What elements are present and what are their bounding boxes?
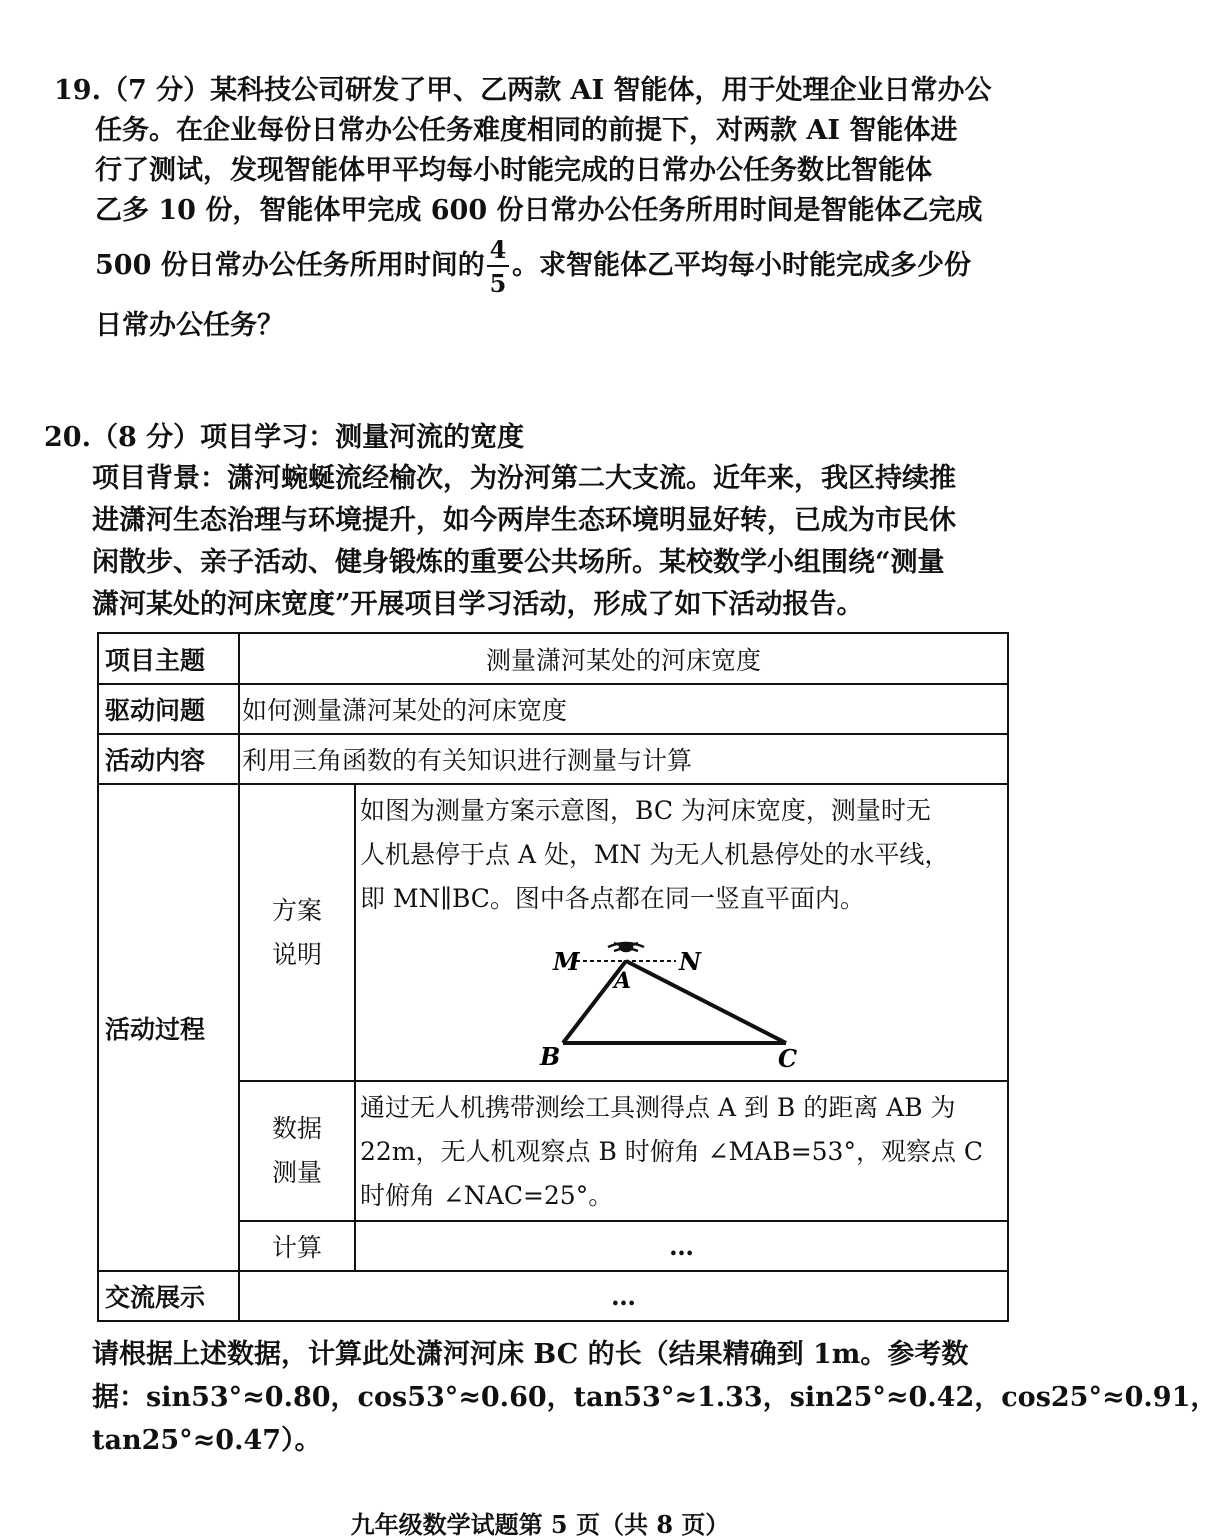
q20-title: 20.（8 分）项目学习：测量河流的宽度 — [44, 422, 525, 453]
q19-line-2: 任务。在企业每份日常办公任务难度相同的前提下，对两款 AI 智能体进 — [95, 115, 958, 146]
q19-line-5b: 。求智能体乙平均每小时能完成多少份 — [512, 250, 971, 281]
calc-label: 计算 — [239, 1221, 355, 1271]
label-m: M — [553, 947, 580, 976]
process-label: 活动过程 — [98, 784, 239, 1271]
q20-background-line-1 — [92, 461, 956, 497]
show-label: 交流展示 — [98, 1271, 239, 1321]
fraction-numerator: 4 — [489, 235, 507, 264]
label-b: B — [540, 1042, 561, 1071]
drone-icon — [608, 943, 644, 951]
plan-description — [355, 784, 1008, 1081]
table-row — [98, 734, 1008, 784]
table-row — [98, 784, 1008, 1081]
plan-text-1: 如图为测量方案示意图，BC 为河床宽度，测量时无 — [360, 796, 931, 825]
plan-label-2: 说明 — [271, 939, 322, 969]
data-description — [355, 1081, 1008, 1221]
q20-background-line-2: 进潇河生态治理与环境提升，如今两岸生态环境明显好转，已成为市民休 — [92, 505, 956, 536]
label-n: N — [679, 947, 701, 976]
background-text-1: 潇河蜿蜒流经榆次，为汾河第二大支流。近年来，我区持续推 — [227, 463, 956, 494]
fraction-denominator: 5 — [489, 269, 507, 298]
segment-ac — [626, 961, 786, 1043]
content-label: 活动内容 — [98, 734, 239, 784]
q20-ask-line-1: 请根据上述数据，计算此处潇河河床 BC 的长（结果精确到 1m。参考数 — [92, 1339, 969, 1370]
q19-line-6: 日常办公任务？ — [95, 310, 284, 341]
topic-label: 项目主题 — [98, 633, 239, 684]
topic-value: 测量潇河某处的河床宽度 — [239, 633, 1008, 684]
fraction-bar — [487, 265, 509, 267]
plan-label — [239, 784, 355, 1081]
activity-report-table — [97, 632, 1009, 1322]
q19-line-4: 乙多 10 份，智能体甲完成 600 份日常办公任务所用时间是智能体乙完成 — [95, 195, 983, 226]
q19-line-3: 行了测试，发现智能体甲平均每小时能完成的日常办公任务数比智能体 — [95, 155, 932, 186]
q19-line-1: 19.（7 分）某科技公司研发了甲、乙两款 AI 智能体，用于处理企业日常办公 — [54, 75, 992, 106]
background-label: 项目背景： — [92, 463, 227, 494]
plan-text-2: 人机悬停于点 A 处，MN 为无人机悬停处的水平线， — [360, 840, 950, 869]
data-label-2: 测量 — [271, 1158, 322, 1187]
content-value: 利用三角函数的有关知识进行测量与计算 — [239, 734, 1008, 784]
plan-text-3: 即 MN∥BC。图中各点都在同一竖直平面内。 — [360, 884, 865, 913]
data-text-2: 22m，无人机观察点 B 时俯角 ∠MAB=53°，观察点 C — [360, 1137, 984, 1166]
data-text-3: 时俯角 ∠NAC=25°。 — [360, 1181, 614, 1210]
show-value: … — [239, 1271, 1008, 1321]
table-row — [98, 1271, 1008, 1321]
calc-value: … — [355, 1221, 1008, 1271]
plan-text-block — [360, 785, 1003, 921]
data-text-block — [360, 1082, 1003, 1218]
data-label-1: 数据 — [271, 1114, 322, 1143]
q20-ask-line-2: 据：sin53°≈0.80，cos53°≈0.60，tan53°≈1.33，sin25°≈0.42，cos25°≈0.91， — [92, 1382, 1217, 1413]
question-label: 驱动问题 — [98, 684, 239, 734]
table-row — [98, 684, 1008, 734]
q19-line-5a: 500 份日常办公任务所用时间的 — [95, 250, 485, 281]
label-c: C — [778, 1044, 798, 1073]
measurement-diagram — [540, 933, 846, 1073]
q20-background-line-3: 闲散步、亲子活动、健身锻炼的重要公共场所。某校数学小组围绕“测量 — [92, 547, 945, 578]
q20-ask-line-3: tan25°≈0.47）。 — [92, 1425, 322, 1456]
data-label — [239, 1081, 355, 1221]
question-value: 如何测量潇河某处的河床宽度 — [239, 684, 1008, 734]
plan-label-1: 方案 — [271, 895, 322, 925]
q20-background-line-4: 潇河某处的河床宽度”开展项目学习活动，形成了如下活动报告。 — [92, 589, 864, 620]
page-footer: 九年级数学试题第 5 页（共 8 页） — [350, 1510, 730, 1539]
data-text-1: 通过无人机携带测绘工具测得点 A 到 B 的距离 AB 为 — [360, 1093, 956, 1122]
table-row — [98, 633, 1008, 684]
label-a: A — [614, 968, 632, 994]
